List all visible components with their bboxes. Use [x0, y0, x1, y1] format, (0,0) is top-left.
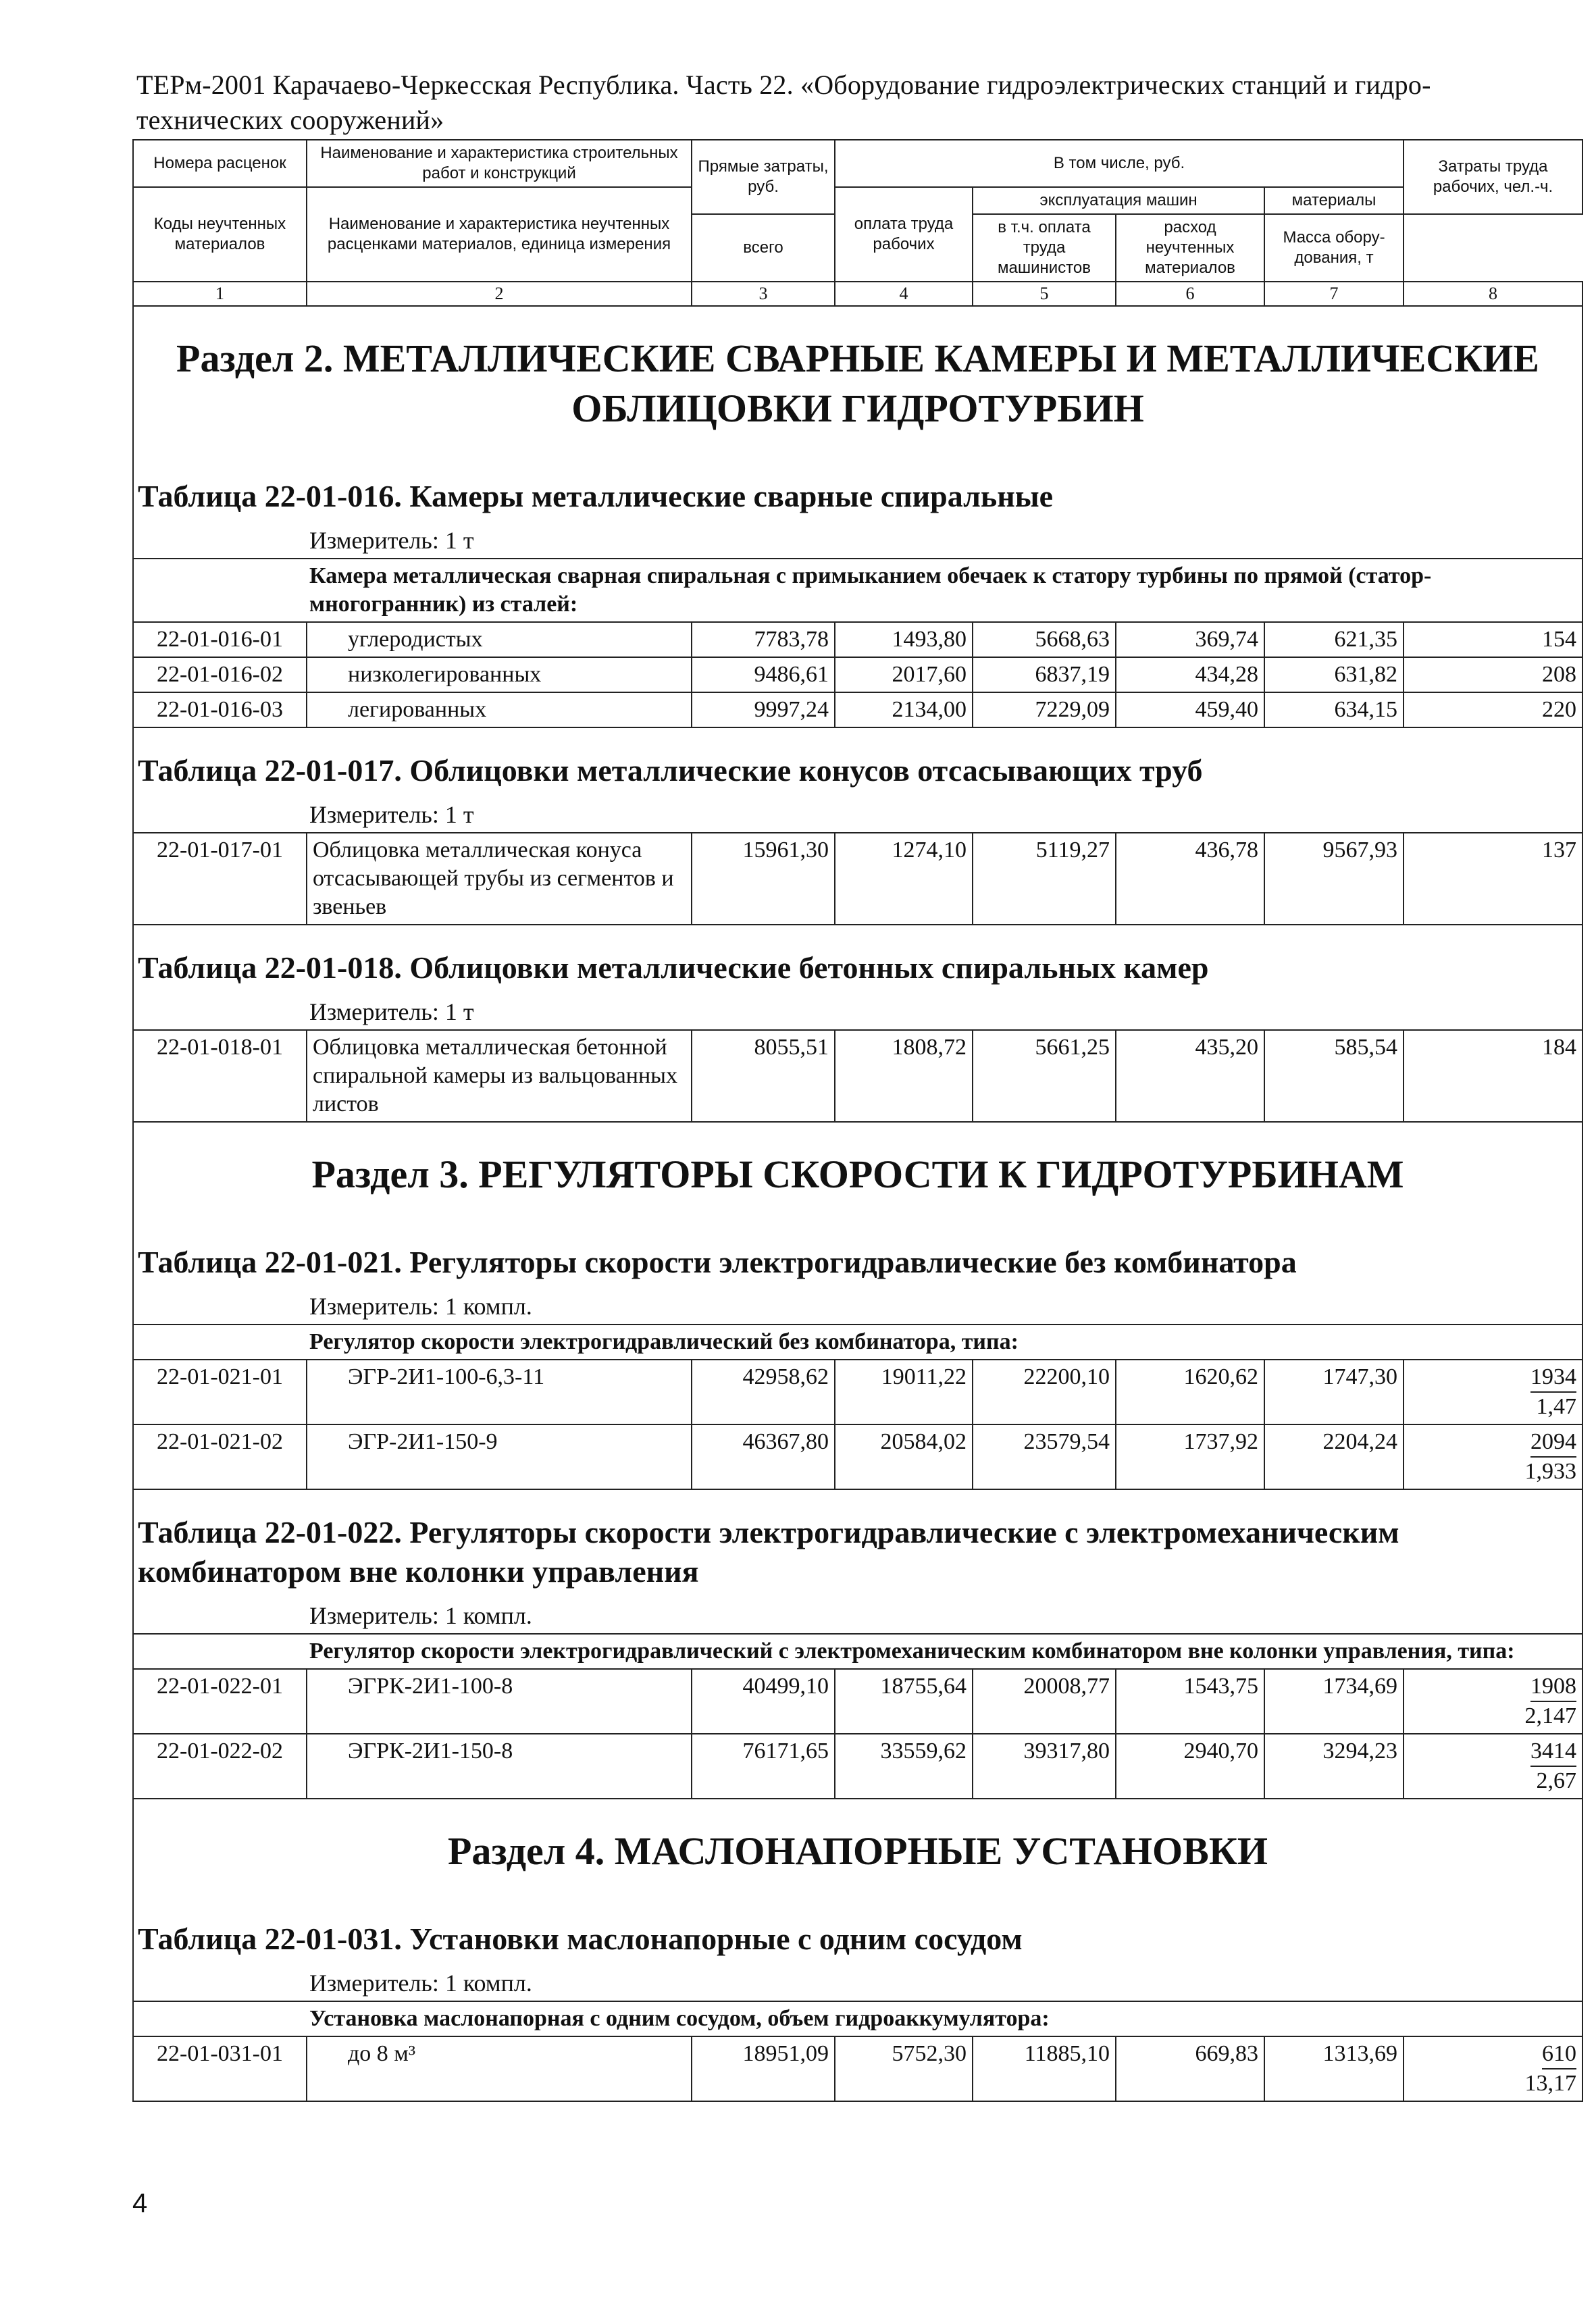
measure-unit: Измеритель: 1 компл. — [133, 1964, 1582, 2001]
labor-hours-and-mass — [1404, 1669, 1582, 1734]
machinists-pay: 1737,92 — [1116, 1424, 1264, 1489]
rate-code: 22-01-022-02 — [133, 1734, 307, 1799]
table-row — [133, 2036, 1582, 2101]
machinists-pay: 436,78 — [1116, 833, 1264, 925]
machinists-pay: 669,83 — [1116, 2036, 1264, 2101]
machinists-pay: 1543,75 — [1116, 1669, 1264, 1734]
rate-name: легированных — [307, 692, 692, 727]
table-title: Таблица 22-01-017. Облицовки металлические конусов отсасывающих труб — [133, 727, 1582, 796]
direct-costs: 15961,30 — [692, 833, 835, 925]
machines-total: 39317,80 — [973, 1734, 1116, 1799]
labor-pay: 20584,02 — [835, 1424, 973, 1489]
price-table-sheet — [132, 139, 1582, 2102]
machinists-pay: 434,28 — [1116, 657, 1264, 692]
materials-cost: 1747,30 — [1264, 1360, 1404, 1424]
page-number: 4 — [132, 2188, 148, 2218]
direct-costs: 9997,24 — [692, 692, 835, 727]
header-line-2: технических сооружений» — [136, 105, 444, 135]
group-heading: Установка маслонапорная с одним сосудом, объем гидроаккумулятора: — [133, 2001, 1582, 2036]
rate-code: 22-01-017-01 — [133, 833, 307, 925]
labor-pay: 2017,60 — [835, 657, 973, 692]
rate-name: ЭГРК-2И1-150-8 — [307, 1734, 692, 1799]
column-number: 4 — [835, 282, 973, 306]
column-number: 1 — [133, 282, 307, 306]
table-row — [133, 1360, 1582, 1424]
rate-code: 22-01-016-03 — [133, 692, 307, 727]
rate-name: Облицовка металлическая бетонной спиральной камеры из вальцованных листов — [307, 1030, 692, 1122]
measure-unit: Измеритель: 1 компл. — [133, 1287, 1582, 1325]
labor-pay: 5752,30 — [835, 2036, 973, 2101]
table-row — [133, 1424, 1582, 1489]
col8-bottom-header: Масса обору-дования, т — [1264, 214, 1404, 282]
col3-header: Прямые затраты, руб. — [692, 140, 835, 214]
rate-code: 22-01-022-01 — [133, 1669, 307, 1734]
labor-hours: 208 — [1404, 657, 1582, 692]
direct-costs: 76171,65 — [692, 1734, 835, 1799]
section-title: Раздел 2. МЕТАЛЛИЧЕСКИЕ СВАРНЫЕ КАМЕРЫ И МЕТАЛЛИЧЕСКИЕ ОБЛИЦОВКИ ГИДРОТУРБИН — [133, 306, 1582, 454]
rate-name: ЭГРК-2И1-100-8 — [307, 1669, 692, 1734]
rate-name: ЭГР-2И1-100-6,3-11 — [307, 1360, 692, 1424]
labor-pay: 1808,72 — [835, 1030, 973, 1122]
column-number: 8 — [1404, 282, 1582, 306]
col7-header: расход неучтенных материалов — [1116, 214, 1264, 282]
machinists-pay: 435,20 — [1116, 1030, 1264, 1122]
direct-costs: 8055,51 — [692, 1030, 835, 1122]
materials-cost: 631,82 — [1264, 657, 1404, 692]
labor-hours: 1934 — [1530, 1363, 1576, 1393]
labor-hours: 154 — [1404, 622, 1582, 657]
column-number: 7 — [1264, 282, 1404, 306]
col1-bottom-header: Коды неучтенных материалов — [133, 187, 307, 282]
table-row — [133, 833, 1582, 925]
col2-top-header: Наименование и характеристика строительных работ и конструкций — [307, 140, 692, 187]
rate-code: 22-01-016-01 — [133, 622, 307, 657]
labor-hours-and-mass — [1404, 1734, 1582, 1799]
materials-header: материалы — [1264, 187, 1404, 214]
labor-hours-and-mass — [1404, 1424, 1582, 1489]
rate-name: до 8 м³ — [307, 2036, 692, 2101]
group-heading: Камера металлическая сварная спиральная с примыканием обечаек к статору турбины по прямой (статор-многогранник) из сталей: — [133, 559, 1582, 622]
labor-hours-and-mass — [1404, 2036, 1582, 2101]
column-number: 3 — [692, 282, 835, 306]
rate-code: 22-01-021-02 — [133, 1424, 307, 1489]
rate-name: низколегированных — [307, 657, 692, 692]
machinists-pay: 2940,70 — [1116, 1734, 1264, 1799]
labor-pay: 2134,00 — [835, 692, 973, 727]
materials-cost: 1313,69 — [1264, 2036, 1404, 2101]
materials-cost: 1734,69 — [1264, 1669, 1404, 1734]
machines-total: 23579,54 — [973, 1424, 1116, 1489]
labor-hours-and-mass — [1404, 1360, 1582, 1424]
table-title: Таблица 22-01-016. Камеры металлические сварные спиральные — [133, 454, 1582, 521]
rate-code: 22-01-016-02 — [133, 657, 307, 692]
machines-total: 7229,09 — [973, 692, 1116, 727]
labor-hours: 1908 — [1530, 1672, 1576, 1702]
section-title: Раздел 3. РЕГУЛЯТОРЫ СКОРОСТИ К ГИДРОТУРБИНАМ — [133, 1122, 1582, 1220]
col2-bottom-header: Наименование и характеристика неучтенных расценками материалов, единица измерения — [307, 187, 692, 282]
materials-cost: 3294,23 — [1264, 1734, 1404, 1799]
machinists-pay: 1620,62 — [1116, 1360, 1264, 1424]
rate-name: Облицовка металлическая конуса отсасывающей трубы из сегментов и звеньев — [307, 833, 692, 925]
equipment-mass: 13,17 — [1524, 2071, 1577, 2096]
equipment-mass: 1,47 — [1536, 1394, 1577, 1419]
labor-hours: 220 — [1404, 692, 1582, 727]
col8-top-header: Затраты труда рабочих, чел.-ч. — [1404, 140, 1582, 214]
direct-costs: 40499,10 — [692, 1669, 835, 1734]
machines-total: 22200,10 — [973, 1360, 1116, 1424]
col5-header: всего — [692, 214, 835, 282]
machinists-pay: 459,40 — [1116, 692, 1264, 727]
labor-hours: 2094 — [1530, 1428, 1576, 1458]
equipment-mass: 2,67 — [1536, 1768, 1577, 1793]
column-number: 2 — [307, 282, 692, 306]
col4-header: оплата труда рабочих — [835, 187, 973, 282]
table-title: Таблица 22-01-022. Регуляторы скорости электрогидравлические с электромеханическим комбинатором вне колонки управления — [133, 1489, 1582, 1597]
table-title: Таблица 22-01-018. Облицовки металлические бетонных спиральных камер — [133, 925, 1582, 993]
table-row — [133, 1734, 1582, 1799]
table-row — [133, 692, 1582, 727]
measure-unit: Измеритель: 1 т — [133, 521, 1582, 559]
table-row — [133, 1030, 1582, 1122]
labor-hours: 184 — [1404, 1030, 1582, 1122]
measure-unit: Измеритель: 1 т — [133, 993, 1582, 1030]
rate-code: 22-01-021-01 — [133, 1360, 307, 1424]
column-number: 6 — [1116, 282, 1264, 306]
rate-name: ЭГР-2И1-150-9 — [307, 1424, 692, 1489]
machines-header: эксплуатация машин — [973, 187, 1264, 214]
labor-pay: 1274,10 — [835, 833, 973, 925]
labor-pay: 33559,62 — [835, 1734, 973, 1799]
table-row — [133, 622, 1582, 657]
section-title: Раздел 4. МАСЛОНАПОРНЫЕ УСТАНОВКИ — [133, 1799, 1582, 1897]
materials-cost: 2204,24 — [1264, 1424, 1404, 1489]
col1-top-header: Номера расценок — [133, 140, 307, 187]
materials-cost: 9567,93 — [1264, 833, 1404, 925]
direct-costs: 18951,09 — [692, 2036, 835, 2101]
price-table — [132, 139, 1583, 2102]
incl-header: В том числе, руб. — [835, 140, 1404, 187]
machines-total: 6837,19 — [973, 657, 1116, 692]
group-heading: Регулятор скорости электрогидравлический без комбинатора, типа: — [133, 1325, 1582, 1360]
labor-pay: 1493,80 — [835, 622, 973, 657]
rate-name: углеродистых — [307, 622, 692, 657]
machinists-pay: 369,74 — [1116, 622, 1264, 657]
machines-total: 5668,63 — [973, 622, 1116, 657]
rate-code: 22-01-031-01 — [133, 2036, 307, 2101]
table-title: Таблица 22-01-031. Установки маслонапорные с одним сосудом — [133, 1897, 1582, 1964]
direct-costs: 42958,62 — [692, 1360, 835, 1424]
header-line-1: ТЕРм-2001 Карачаево-Черкесская Республика. Часть 22. «Оборудование гидроэлектрических станций и гидро- — [136, 70, 1431, 100]
machines-total: 20008,77 — [973, 1669, 1116, 1734]
table-row — [133, 657, 1582, 692]
labor-pay: 18755,64 — [835, 1669, 973, 1734]
materials-cost: 634,15 — [1264, 692, 1404, 727]
materials-cost: 585,54 — [1264, 1030, 1404, 1122]
labor-hours: 3414 — [1530, 1737, 1576, 1767]
equipment-mass: 1,933 — [1524, 1459, 1577, 1484]
direct-costs: 7783,78 — [692, 622, 835, 657]
materials-cost: 621,35 — [1264, 622, 1404, 657]
labor-hours: 610 — [1542, 2040, 1576, 2069]
rate-code: 22-01-018-01 — [133, 1030, 307, 1122]
measure-unit: Измеритель: 1 компл. — [133, 1597, 1582, 1634]
machines-total: 5119,27 — [973, 833, 1116, 925]
machines-total: 5661,25 — [973, 1030, 1116, 1122]
direct-costs: 9486,61 — [692, 657, 835, 692]
col6-header: в т.ч. оплата труда машинистов — [973, 214, 1116, 282]
measure-unit: Измеритель: 1 т — [133, 796, 1582, 833]
labor-hours: 137 — [1404, 833, 1582, 925]
equipment-mass: 2,147 — [1524, 1703, 1577, 1728]
labor-pay: 19011,22 — [835, 1360, 973, 1424]
group-heading: Регулятор скорости электрогидравлический с электромеханическим комбинатором вне колонки управления, типа: — [133, 1634, 1582, 1669]
table-title: Таблица 22-01-021. Регуляторы скорости электрогидравлические без комбинатора — [133, 1220, 1582, 1287]
direct-costs: 46367,80 — [692, 1424, 835, 1489]
column-number: 5 — [973, 282, 1116, 306]
table-row — [133, 1669, 1582, 1734]
column-numbers-row — [133, 282, 1582, 306]
machines-total: 11885,10 — [973, 2036, 1116, 2101]
document-header — [136, 68, 1541, 138]
